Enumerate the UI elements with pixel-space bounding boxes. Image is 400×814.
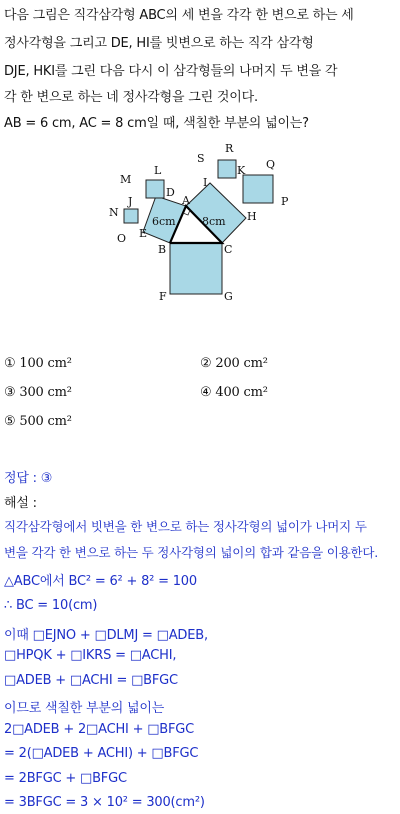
- label-p: P: [281, 195, 289, 208]
- explanation-line-1: 직각삼각형에서 빗변을 한 변으로 하는 정사각형의 넓이가 나머지 두: [4, 519, 367, 534]
- explanation-line-7: □ADEB + □ACHI = □BFGC: [4, 673, 178, 688]
- problem-line-3: DJE, HKI를 그린 다음 다시 이 삼각형들의 나머지 두 변을 각: [4, 64, 338, 79]
- explanation-line-8: 이므로 색칠한 부분의 넓이는: [4, 701, 165, 716]
- label-k: K: [237, 164, 246, 177]
- label-n: N: [109, 206, 119, 219]
- explanation-line-9: 2□ADEB + 2□ACHI + □BFGC: [4, 722, 195, 737]
- label-h: H: [247, 210, 257, 223]
- label-f: F: [159, 290, 167, 303]
- explanation-line-5: 이때 □EJNO + □DLMJ = □ADEB,: [4, 628, 208, 643]
- label-c: C: [224, 243, 233, 256]
- explanation-line-11: = 2BFGC + □BFGC: [4, 771, 127, 786]
- label-q: Q: [266, 158, 276, 171]
- label-l: L: [154, 164, 162, 177]
- square-dlmj: [146, 180, 164, 198]
- problem-line-4: 각 한 변으로 하는 네 정사각형을 그린 것이다.: [4, 90, 258, 105]
- choice-3[interactable]: ③ 300 cm²: [4, 385, 72, 400]
- square-hpqk: [243, 175, 273, 203]
- problem-line-5: AB = 6 cm, AC = 8 cm일 때, 색칠한 부분의 넓이는?: [4, 116, 309, 131]
- square-bfgc: [170, 243, 222, 294]
- label-i: I: [203, 176, 208, 189]
- explanation-line-3: △ABC에서 BC² = 6² + 8² = 100: [4, 574, 197, 589]
- explanation-line-2: 변을 각각 한 변으로 하는 두 정사각형의 넓이의 합과 같음을 이용한다.: [4, 545, 379, 560]
- label-r: R: [225, 142, 234, 155]
- label-o: O: [117, 232, 127, 245]
- problem-line-1: 다음 그림은 직각삼각형 ABC의 세 변을 각각 한 변으로 하는 세: [4, 8, 354, 23]
- explanation-line-6: □HPQK + □IKRS = □ACHI,: [4, 648, 177, 663]
- label-b: B: [158, 243, 167, 256]
- choice-5[interactable]: ⑤ 500 cm²: [4, 414, 72, 429]
- label-s: S: [197, 152, 205, 165]
- label-g: G: [224, 290, 233, 303]
- label-m: M: [120, 173, 132, 186]
- label-j: J: [128, 195, 133, 208]
- explanation-line-4: ∴ BC = 10(cm): [4, 598, 98, 613]
- problem-line-2: 정사각형을 그리고 DE, HI를 빗변으로 하는 직각 삼각형: [4, 36, 314, 51]
- explanation-line-10: = 2(□ADEB + ACHI) + □BFGC: [4, 746, 199, 761]
- label-ac-length: 8cm: [202, 215, 226, 228]
- choice-1[interactable]: ① 100 cm²: [4, 356, 72, 371]
- square-achi: [186, 183, 246, 243]
- label-a: A: [182, 194, 190, 207]
- square-ejno: [124, 209, 138, 223]
- explanation-line-12: = 3BFGC = 3 × 10² = 300(cm²): [4, 795, 205, 810]
- answer-label: 정답 : ③: [4, 471, 53, 486]
- label-e: E: [139, 227, 148, 240]
- label-d: D: [166, 186, 175, 199]
- geometry-figure: [100, 140, 310, 310]
- choice-2[interactable]: ② 200 cm²: [200, 356, 268, 371]
- square-ikrs: [218, 160, 236, 178]
- label-ab-length: 6cm: [152, 215, 176, 228]
- choice-4[interactable]: ④ 400 cm²: [200, 385, 268, 400]
- explanation-label: 해설 :: [4, 496, 37, 511]
